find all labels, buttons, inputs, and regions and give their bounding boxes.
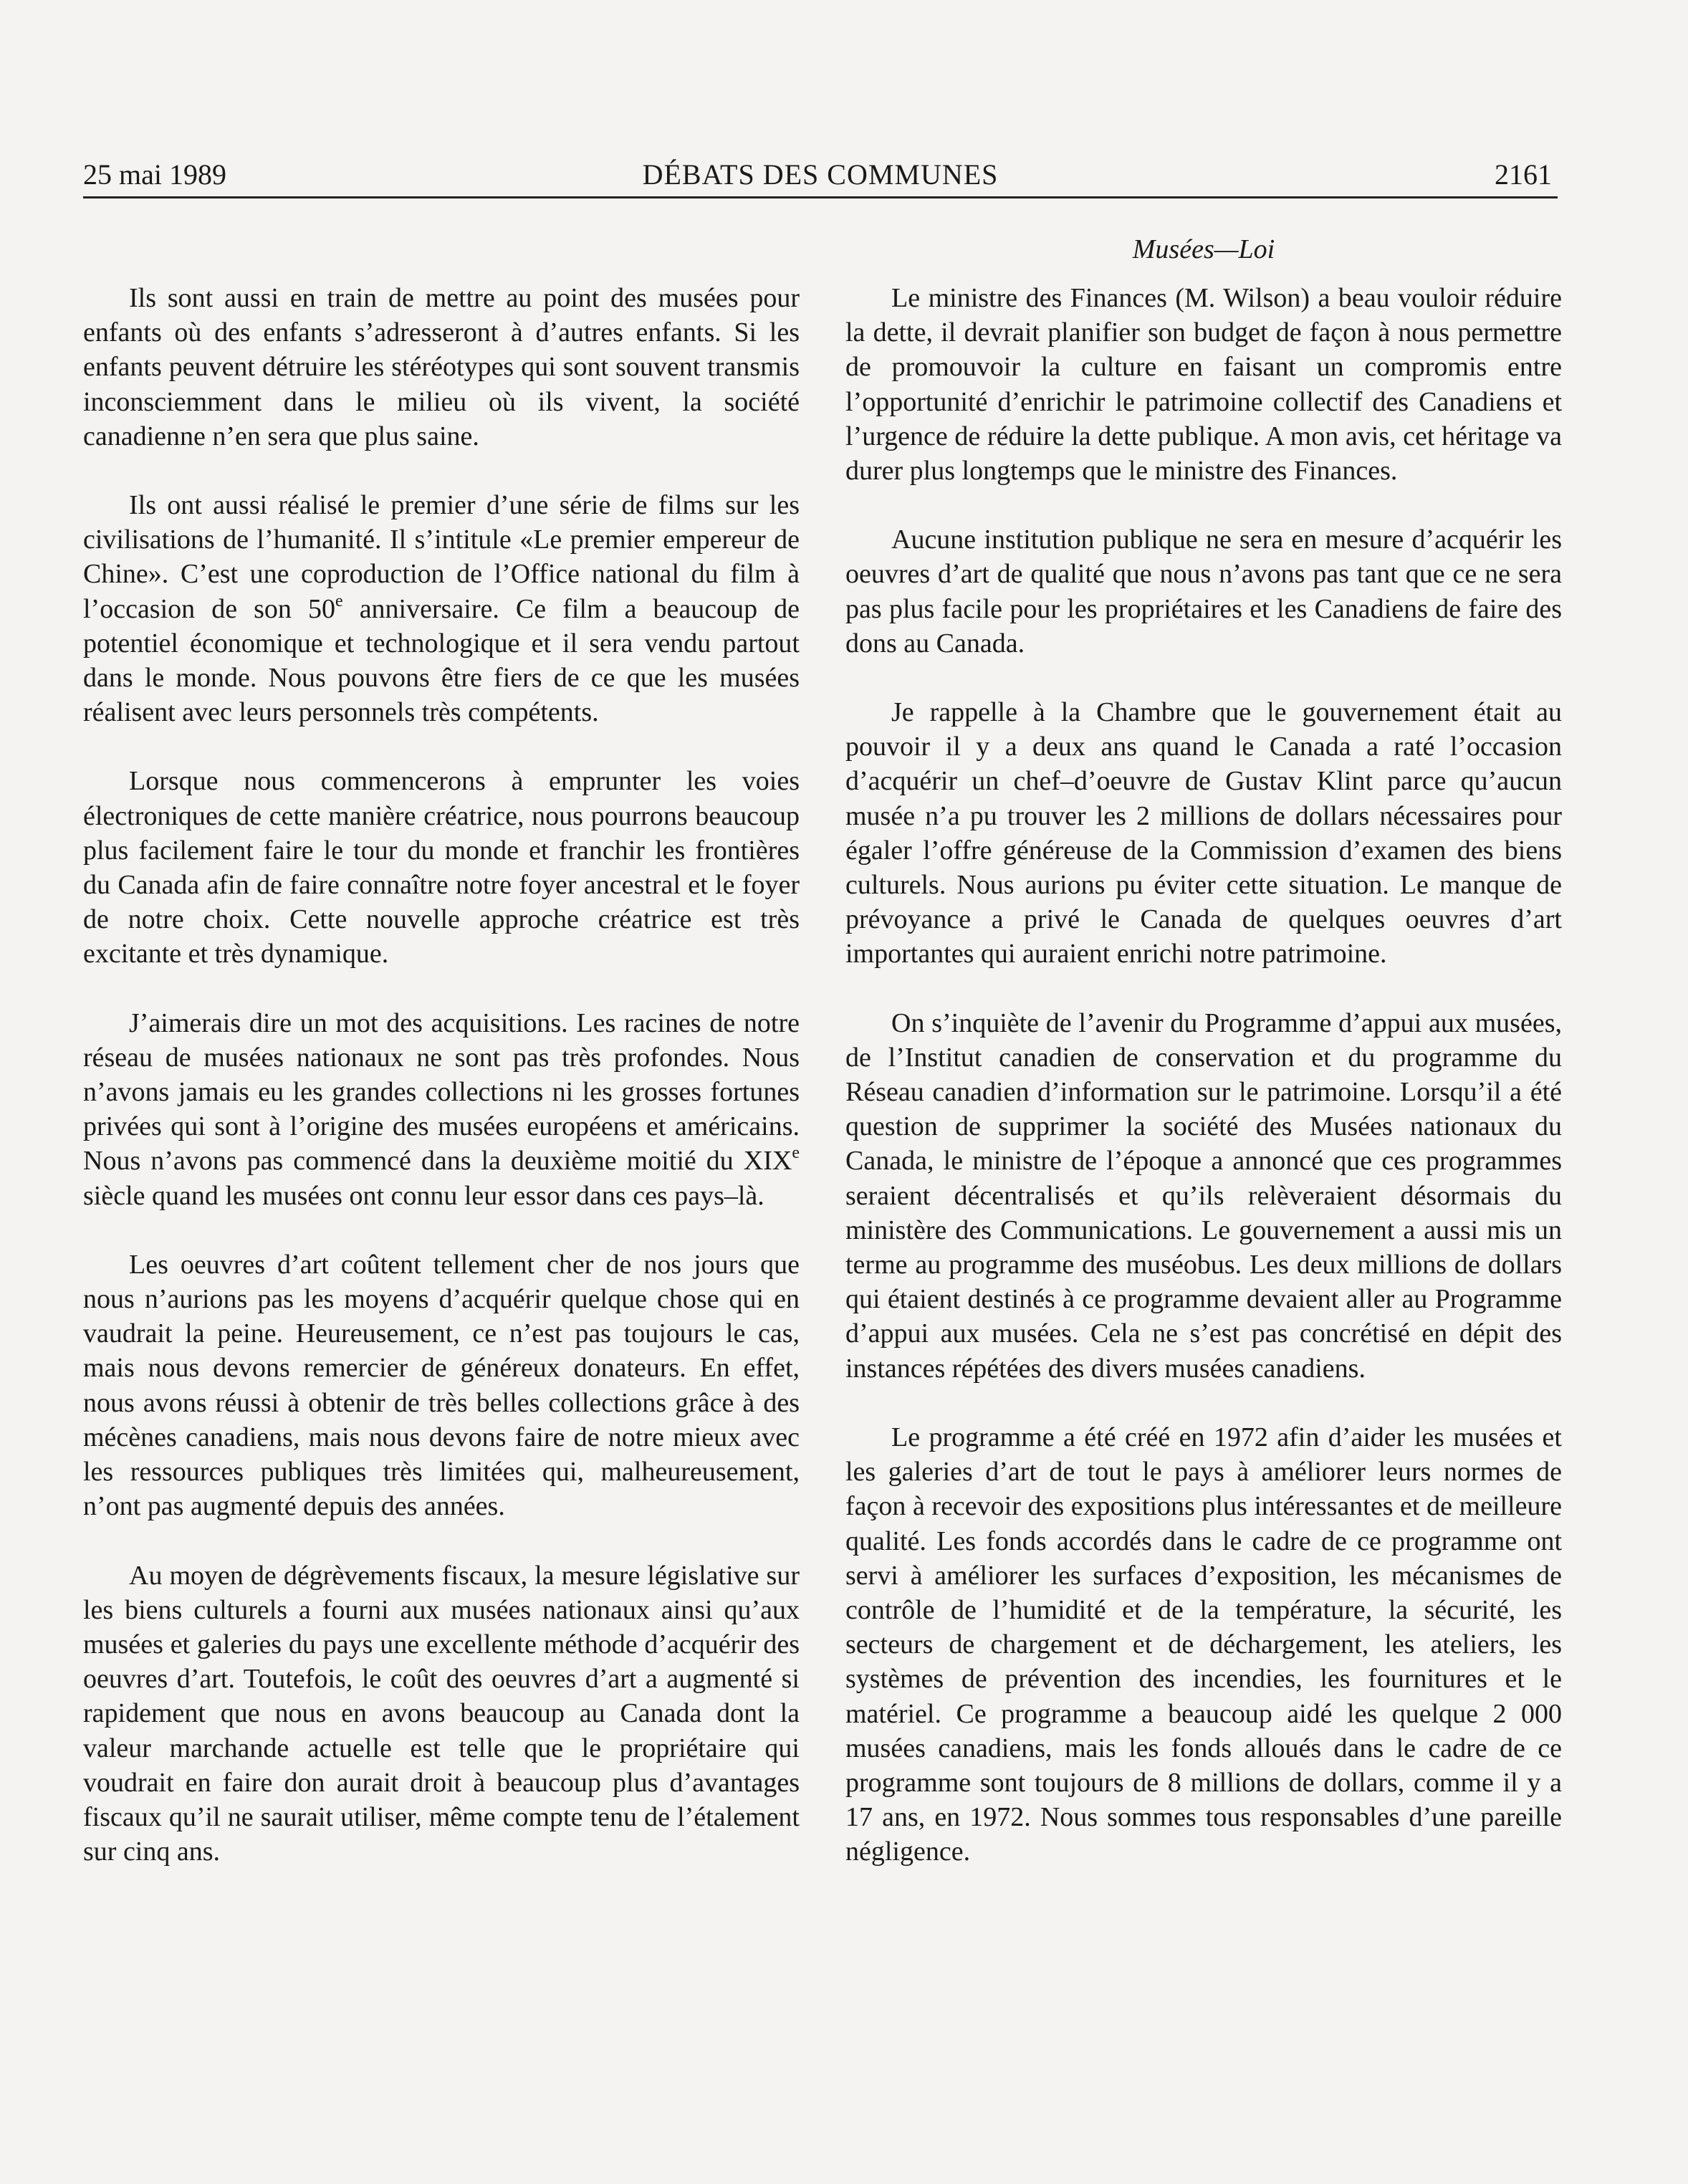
- paragraph: Je rappelle à la Chambre que le gouvernement était au pouvoir il y a deux ans quand le Canada a raté l’occasion d’acquérir un chef–d’oeuvre de Gustav Klint parce qu’aucun musée n’a pu trouver les 2 millions de dollars nécessaires pour égaler l’offre généreuse de la Commission d’examen des biens culturels. Nous aurions pu éviter cette situation. Le manque de prévoyance a privé le Canada de quelques oeuvres d’art importantes qui auraient enrichi notre patrimoine.: [845, 697, 1562, 969]
- paragraph: Lorsque nous commencerons à emprunter les voies électroniques de cette manière créatrice, nous pourrons beaucoup plus facilement faire le tour du monde et franchir les frontières du Canada afin de faire connaître notre foyer ancestral et le foyer de notre choix. Cette nouvelle approche créatrice est très excitante et très dynamique.: [83, 766, 800, 969]
- paragraph: Ils sont aussi en train de mettre au point des musées pour enfants où des enfants s’adresseront à d’autres enfants. Si les enfants peuvent détruire les stéréotypes qui sont souvent transmis inconsciemment dans le milieu où ils vivent, la société canadienne n’en sera que plus saine.: [83, 283, 800, 451]
- header-title: DÉBATS DES COMMUNES: [642, 158, 999, 191]
- header-page-number: 2161: [1495, 158, 1552, 191]
- paragraph: J’aimerais dire un mot des acquisitions. Les racines de notre réseau de musées nationaux ne sont pas très profondes. Nous n’avons jamais eu les grandes collections ni les grosses fortunes privées qui sont à l’origine des musées européens et américains. Nous n’avons pas commencé dans la deuxième moitié du XIXe siècle quand les musées ont connu leur essor dans ces pays–là.: [83, 1007, 800, 1211]
- paragraph: Aucune institution publique ne sera en mesure d’acquérir les oeuvres d’art de qualité que nous n’avons pas tant que ce ne sera pas plus facile pour les propriétaires et les Canadiens de faire des dons au Canada.: [845, 525, 1562, 658]
- right-column: [845, 281, 1562, 1869]
- page-header: [83, 153, 1558, 198]
- paragraph: Le programme a été créé en 1972 afin d’aider les musées et les galeries d’art de tout le pays à améliorer leurs normes de façon à recevoir des expositions plus intéressantes et de meilleure qualité. Les fonds accordés dans le cadre de ce programme ont servi à améliorer les surfaces d’exposition, les mécanismes de contrôle de l’humidité et de la température, la sécurité, les secteurs de chargement et de déchargement, les ateliers, les systèmes de prévention des incendies, les fournitures et le matériel. Ce programme a beaucoup aidé les quelque 2 000 musées canadiens, mais les fonds alloués dans le cadre de ce programme sont toujours de 8 millions de dollars, comme il y a 17 ans, en 1972. Nous sommes tous responsables d’une pareille négligence.: [845, 1422, 1562, 1867]
- header-date: 25 mai 1989: [83, 158, 226, 191]
- section-heading: Musées—Loi: [1132, 234, 1275, 264]
- paragraph: Le ministre des Finances (M. Wilson) a beau vouloir réduire la dette, il devrait planifier son budget de façon à nous permettre de promouvoir la culture en faisant un compromis entre l’opportunité d’enrichir le patrimoine collectif des Canadiens et l’urgence de réduire la dette publique. A mon avis, cet héritage va durer plus longtemps que le ministre des Finances.: [845, 283, 1562, 487]
- paragraph: Au moyen de dégrèvements fiscaux, la mesure législative sur les biens culturels a fourni aux musées nationaux ainsi qu’aux musées et galeries du pays une excellente méthode d’acquérir des oeuvres d’art. Toutefois, le coût des oeuvres d’art a augmenté si rapidement que nous en avons beaucoup au Canada dont la valeur marchande actuelle est telle que le propriétaire qui voudrait en faire don aurait droit à beaucoup plus d’avantages fiscaux qu’il ne saurait utiliser, même compte tenu de l’étalement sur cinq ans.: [83, 1560, 800, 1867]
- paragraph: Les oeuvres d’art coûtent tellement cher de nos jours que nous n’aurions pas les moyens d’acquérir quelque chose qui en vaudrait la peine. Heureusement, ce n’est pas toujours le cas, mais nous devons remercier de généreux donateurs. En effet, nous avons réussi à obtenir de très belles collections grâce à des mécènes canadiens, mais nous devons faire de notre mieux avec les ressources publiques très limitées qui, malheureusement, n’ont pas augmenté depuis des années.: [83, 1249, 800, 1522]
- paragraph: On s’inquiète de l’avenir du Programme d’appui aux musées, de l’Institut canadien de conservation et du programme du Réseau canadien d’information sur le patrimoine. Lorsqu’il a été question de supprimer la société des Musées nationaux du Canada, le ministre de l’époque a annoncé que ces programmes seraient décentralisés et qu’ils relèveraient désormais du ministère des Communications. Le gouvernement a aussi mis un terme au programme des muséobus. Les deux millions de dollars qui étaient destinés à ce programme devaient aller au Programme d’appui aux musées. Cela ne s’est pas concrétisé en dépit des instances répétées des divers musées canadiens.: [845, 1007, 1562, 1384]
- paragraph: Ils ont aussi réalisé le premier d’une série de films sur les civilisations de l’humanité. Il s’intitule «Le premier empereur de Chine». C’est une coproduction de l’Office national du film à l’occasion de son 50e anniversaire. Ce film a beaucoup de potentiel économique et technologique et il sera vendu partout dans le monde. Nous pouvons être fiers de ce que les musées réalisent avec leurs personnels très compétents.: [83, 490, 800, 728]
- left-column: [83, 281, 800, 1869]
